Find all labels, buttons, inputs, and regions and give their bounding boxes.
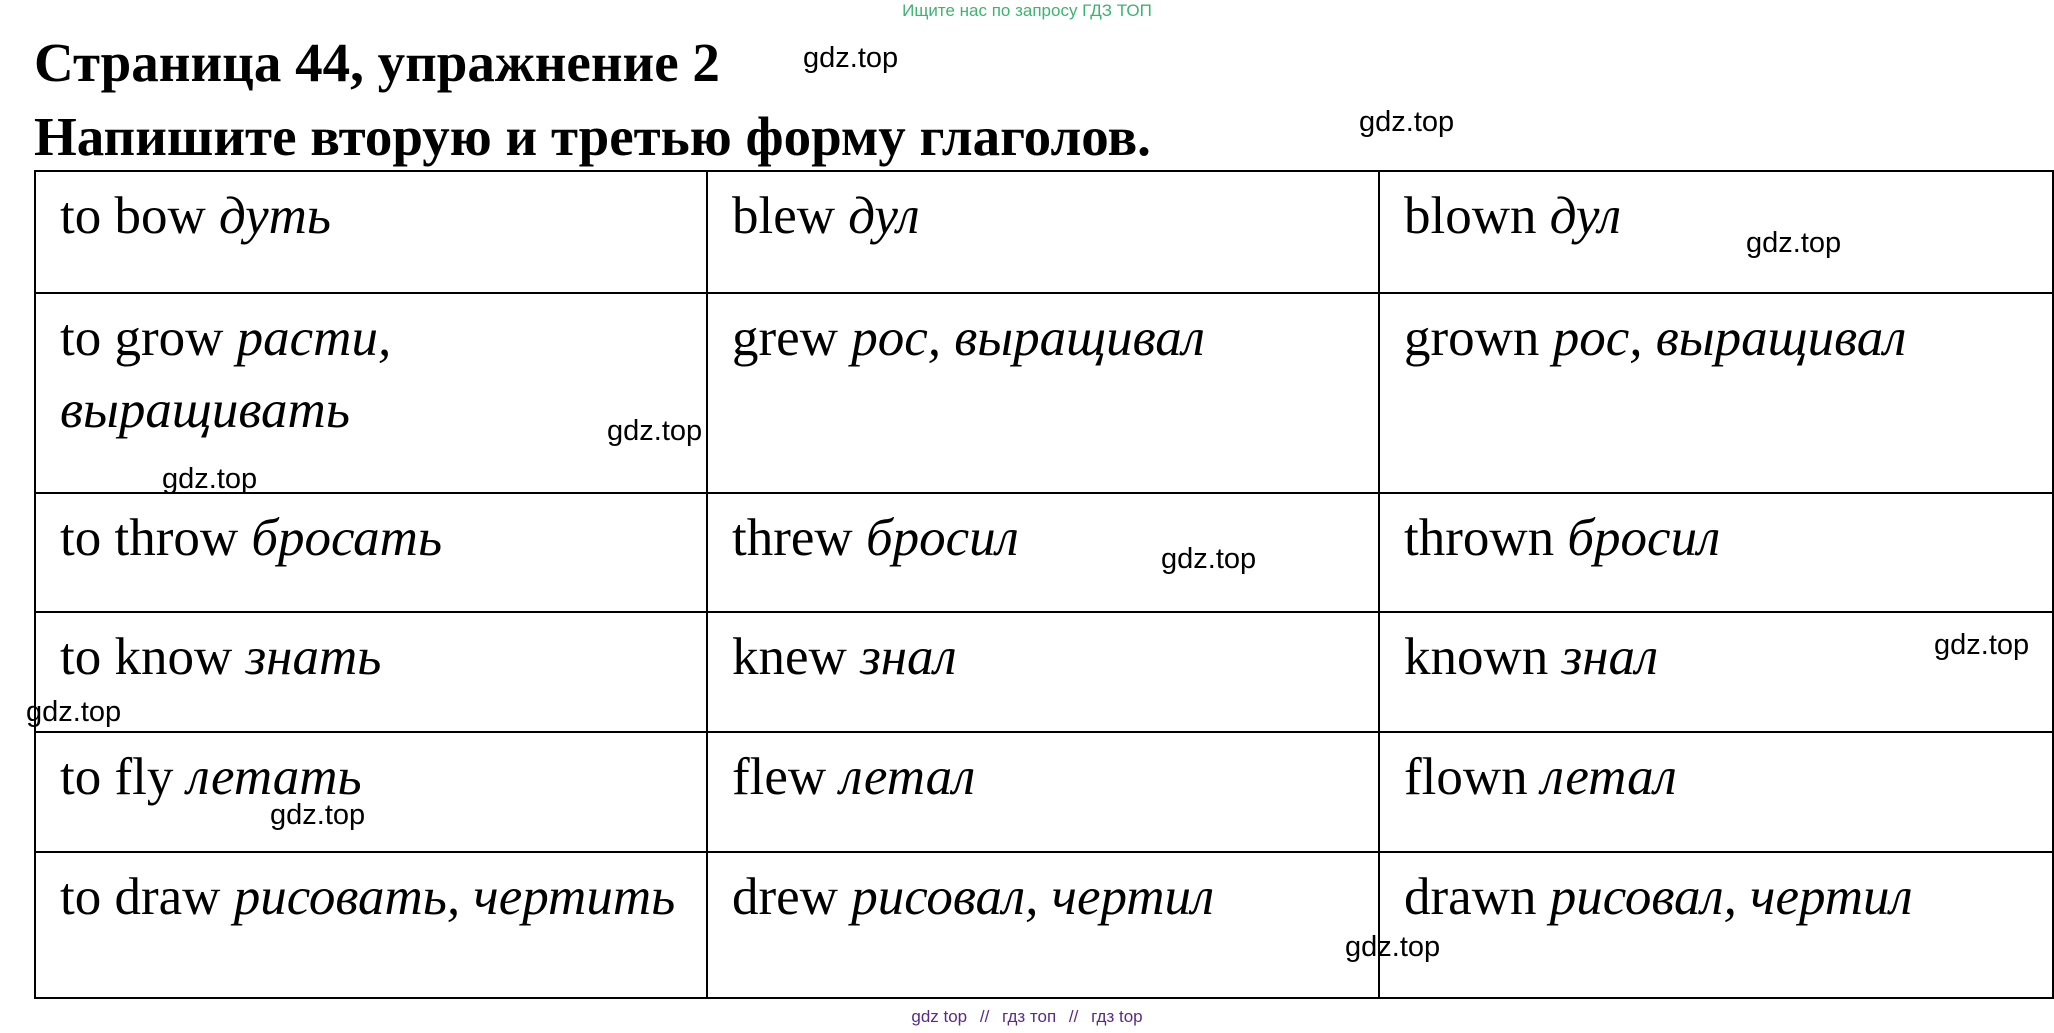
english-verb: grew	[732, 309, 838, 367]
past-form-cell	[707, 493, 1379, 612]
table-row	[35, 852, 2053, 998]
base-form-cell	[35, 293, 707, 493]
english-verb: blew	[732, 187, 836, 245]
watermark: gdz.top	[803, 42, 899, 74]
bottom-link-3[interactable]: гдз top	[1091, 1007, 1143, 1026]
english-verb: known	[1404, 628, 1549, 686]
separator: //	[979, 1007, 990, 1026]
english-verb: drawn	[1404, 868, 1537, 926]
participle-form-cell	[1379, 293, 2053, 493]
base-form-cell	[35, 732, 707, 852]
watermark: gdz.top	[1359, 106, 1455, 138]
bottom-banner	[0, 1007, 2054, 1027]
english-verb: flown	[1404, 748, 1528, 806]
watermark: gdz.top	[1746, 227, 1842, 259]
past-form-cell	[707, 612, 1379, 732]
watermark: gdz.top	[1161, 543, 1257, 575]
past-form-cell	[707, 171, 1379, 293]
english-verb: blown	[1404, 187, 1537, 245]
bottom-link-2[interactable]: гдз топ	[1002, 1007, 1057, 1026]
english-verb: to fly	[60, 748, 174, 806]
table-row	[35, 293, 2053, 493]
participle-form-cell	[1379, 852, 2053, 998]
page-title: Страница 44, упражнение 2	[34, 32, 720, 93]
russian-translation: рисовал, чертил	[1549, 868, 1913, 926]
english-verb: knew	[732, 628, 847, 686]
participle-form-cell	[1379, 493, 2053, 612]
english-verb: flew	[732, 748, 827, 806]
participle-form-cell	[1379, 171, 2053, 293]
exercise-instruction: Напишите вторую и третью форму глаголов.	[34, 106, 1151, 167]
watermark: gdz.top	[270, 799, 366, 831]
russian-translation: летал	[1540, 748, 1677, 806]
russian-translation: знал	[860, 628, 957, 686]
russian-translation: дуть	[219, 187, 332, 245]
english-verb: threw	[732, 509, 853, 567]
russian-translation: летать	[186, 748, 362, 806]
russian-translation: знать	[245, 628, 382, 686]
table-row	[35, 732, 2053, 852]
russian-translation: дул	[848, 187, 920, 245]
russian-translation: расти, выращивать	[60, 309, 392, 439]
russian-translation: бросил	[1567, 509, 1721, 567]
participle-form-cell	[1379, 732, 2053, 852]
past-form-cell	[707, 293, 1379, 493]
watermark: gdz.top	[1345, 931, 1441, 963]
past-form-cell	[707, 732, 1379, 852]
russian-translation: рисовал, чертил	[851, 868, 1215, 926]
separator: //	[1068, 1007, 1079, 1026]
english-verb: drew	[732, 868, 838, 926]
russian-translation: бросать	[251, 509, 443, 567]
english-verb: to throw	[60, 509, 239, 567]
russian-translation: знал	[1561, 628, 1659, 686]
watermark: gdz.top	[1934, 629, 2030, 661]
english-verb: to know	[60, 628, 233, 686]
english-verb: thrown	[1404, 509, 1555, 567]
english-verb: to draw	[60, 868, 221, 926]
base-form-cell	[35, 612, 707, 732]
base-form-cell	[35, 171, 707, 293]
verb-forms-table	[34, 170, 2054, 999]
english-verb: to bow	[60, 187, 206, 245]
base-form-cell	[35, 493, 707, 612]
watermark: gdz.top	[607, 415, 703, 447]
russian-translation: рисовать, чертить	[233, 868, 676, 926]
base-form-cell	[35, 852, 707, 998]
russian-translation: рос, выращивал	[1552, 309, 1907, 367]
russian-translation: летал	[839, 748, 976, 806]
table-row	[35, 612, 2053, 732]
russian-translation: рос, выращивал	[851, 309, 1205, 367]
bottom-link-1[interactable]: gdz top	[911, 1007, 968, 1026]
english-verb: grown	[1404, 309, 1540, 367]
table-row	[35, 493, 2053, 612]
english-verb: to grow	[60, 309, 224, 367]
watermark: gdz.top	[26, 696, 122, 728]
watermark: gdz.top	[162, 463, 258, 495]
top-banner[interactable]: Ищите нас по запросу ГДЗ ТОП	[902, 1, 1152, 20]
russian-translation: дул	[1549, 187, 1622, 245]
past-form-cell	[707, 852, 1379, 998]
russian-translation: бросил	[865, 509, 1019, 567]
